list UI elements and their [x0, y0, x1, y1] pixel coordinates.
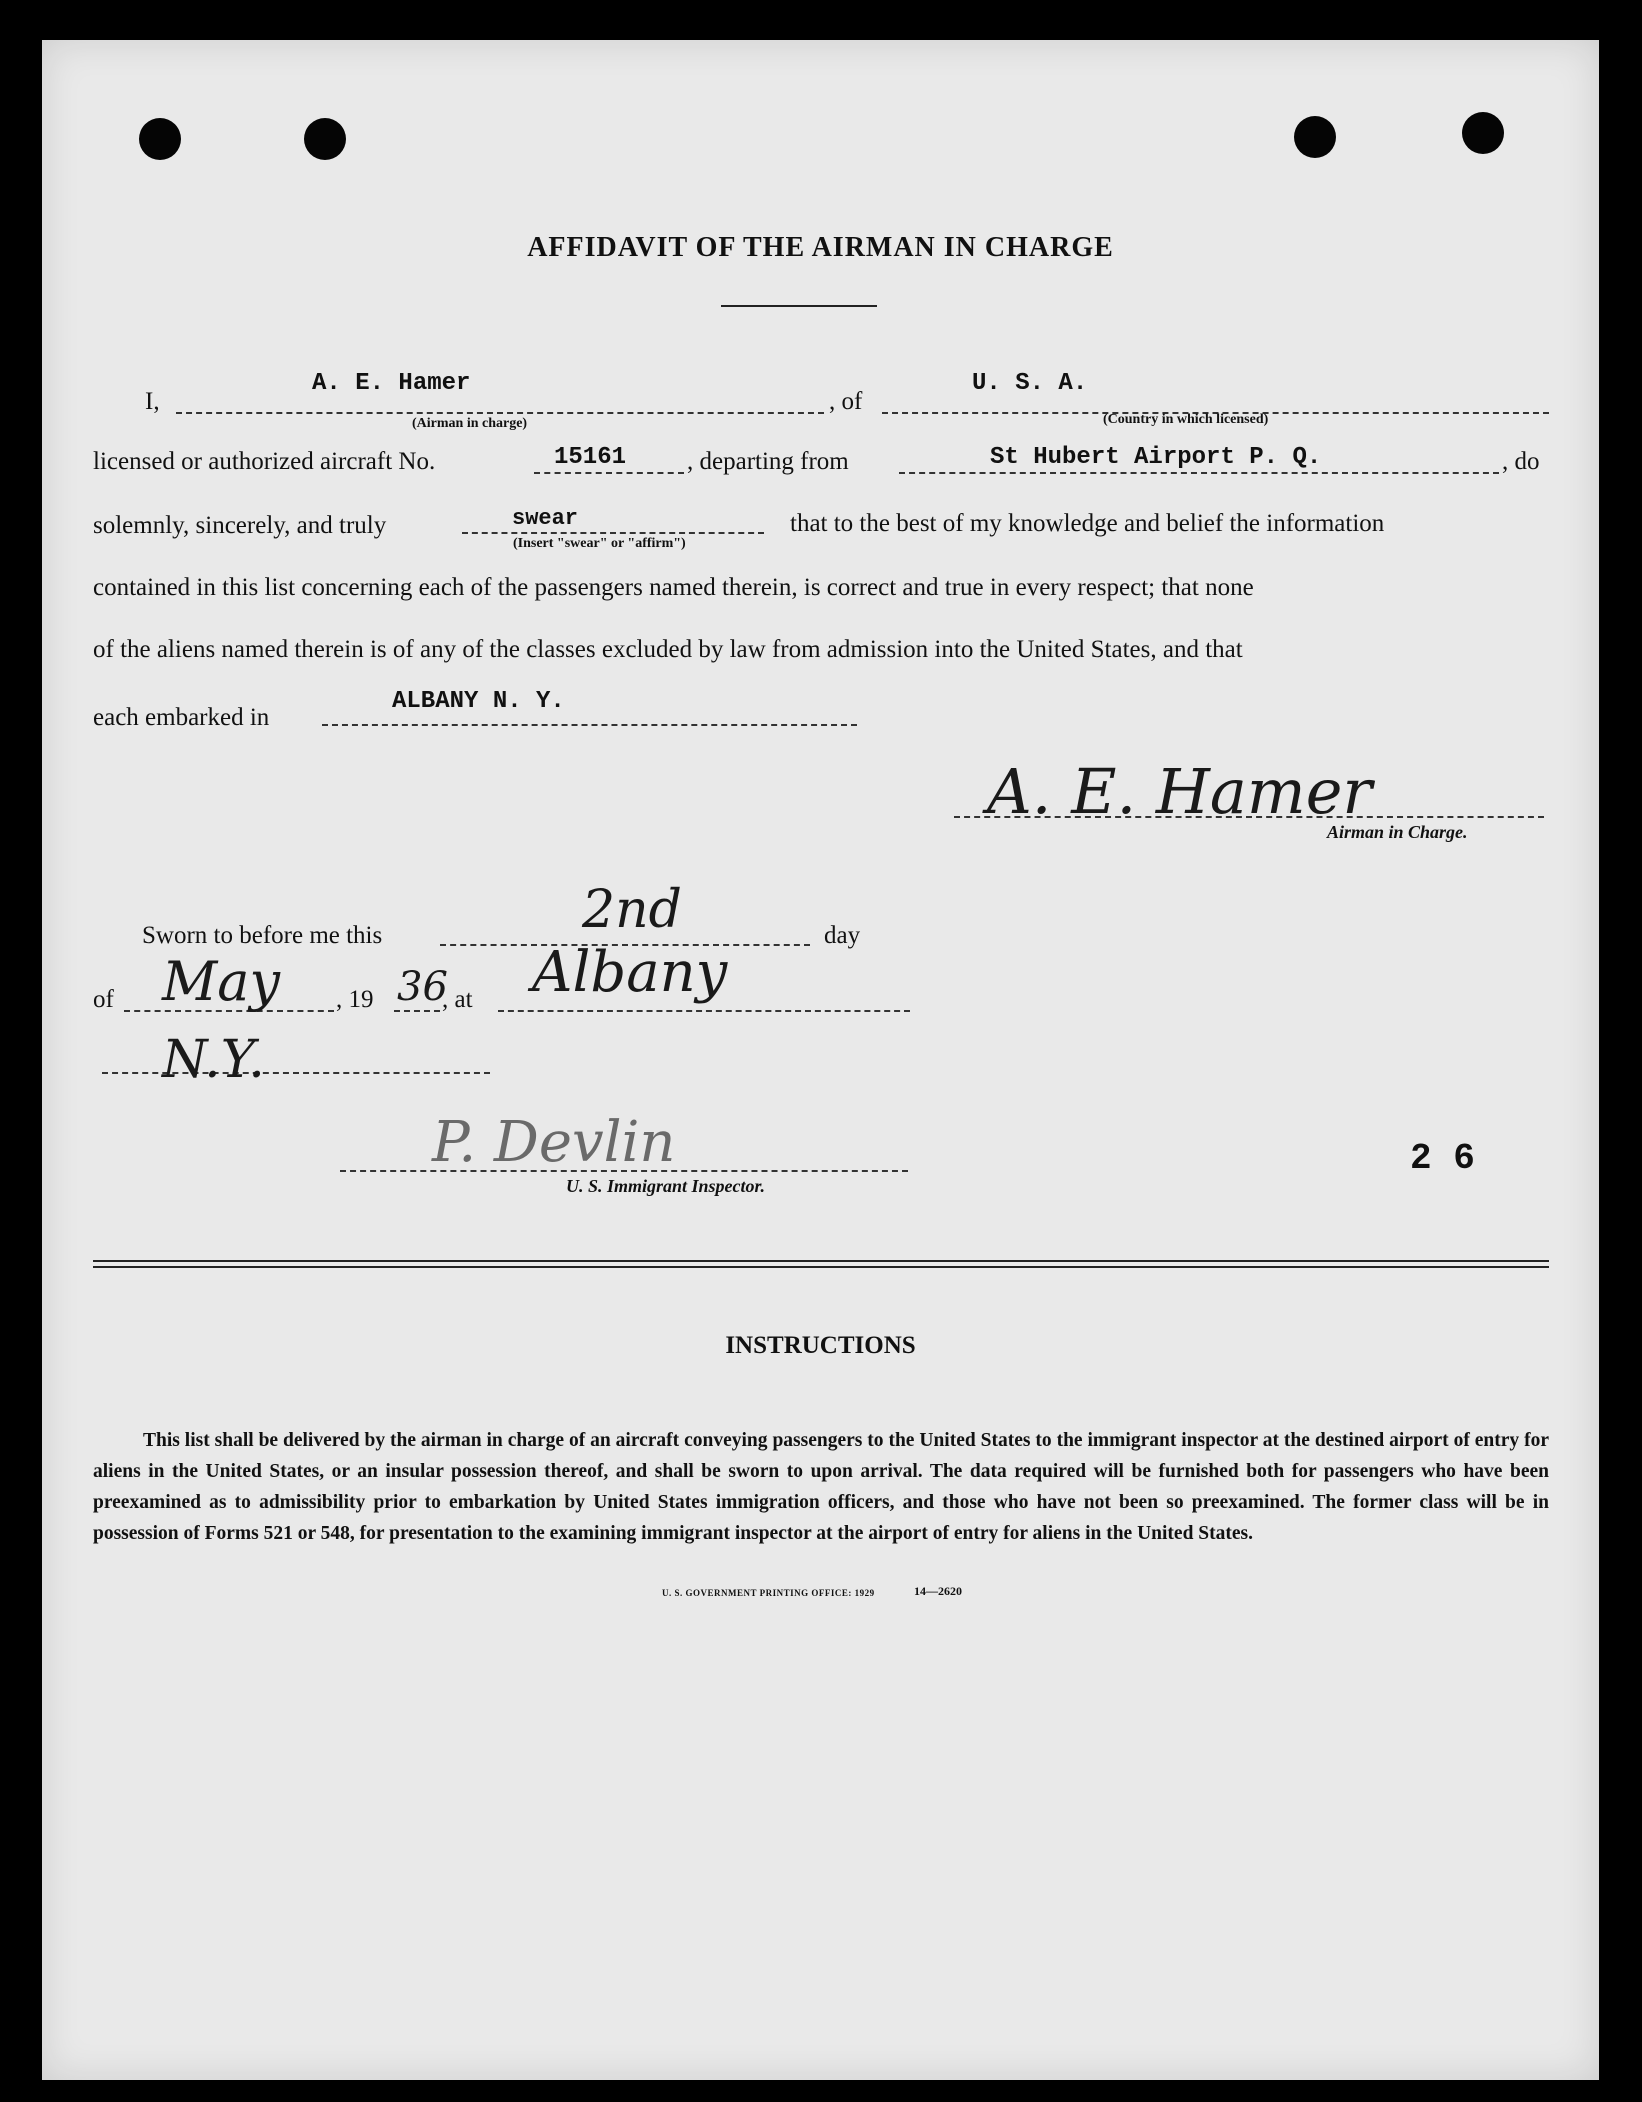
airman-name-field: A. E. Hamer: [312, 370, 471, 397]
punch-hole-3: [1294, 116, 1336, 158]
departure-field: St Hubert Airport P. Q.: [990, 444, 1322, 471]
punch-hole-1: [139, 118, 181, 160]
aircraft-no-field: 15161: [554, 444, 627, 471]
sworn-of-label: of: [93, 986, 114, 1013]
instructions-title: INSTRUCTIONS: [725, 1332, 916, 1359]
oath-field: swear: [512, 506, 579, 531]
sworn-at-label: , at: [442, 986, 473, 1013]
line6-prefix: each embarked in: [93, 704, 270, 731]
sworn-day-field: 2nd: [582, 880, 682, 940]
departing-label: , departing from: [687, 448, 849, 475]
country-caption: (Country in which licensed): [1103, 412, 1269, 427]
sworn-place-field: Albany: [532, 940, 728, 1005]
sworn-place-line2: [102, 1072, 490, 1074]
inspector-signature-line: [340, 1170, 908, 1172]
sworn-year-line: [394, 1010, 440, 1012]
line5-text: of the aliens named therein is of any of the classes excluded by law from admission into the United States, and that: [93, 636, 1243, 663]
do-label: , do: [1502, 448, 1540, 475]
embark-line: [322, 724, 857, 726]
punch-hole-4: [1462, 112, 1504, 154]
airman-signature-caption: Airman in Charge.: [1327, 822, 1468, 842]
sworn-year-prefix: , 19: [336, 986, 374, 1013]
document-page: [42, 40, 1599, 2080]
punch-hole-2: [304, 118, 346, 160]
inspector-caption: U. S. Immigrant Inspector.: [566, 1176, 766, 1196]
sworn-year-field: 36: [397, 964, 448, 1010]
airman-signature-line: [954, 816, 1544, 818]
sworn-place-field-2: N.Y.: [162, 1030, 265, 1090]
airman-caption: (Airman in charge): [412, 416, 528, 431]
oath-caption: (Insert "swear" or "affirm"): [513, 536, 686, 551]
title-underline: [721, 305, 877, 307]
sworn-day-label: day: [824, 922, 861, 949]
instructions-text: This list shall be delivered by the airman in charge of an aircraft conveying passengers to the United States to the immigrant inspector at the destined airport of entry for aliens in the United States, or an insular possession thereof, and shall be sworn to upon arrival. The data required will be furnished both for passengers who have been preexamined as to admissibility prior to embarkation by United States immigration officers, and those who have not been so preexamined. The former class will be in possession of Forms 521 or 548, for presentation to the examining immigrant inspector at the airport of entry for aliens in the United States.: [93, 1430, 1549, 1544]
divider-rule-bottom: [93, 1266, 1549, 1268]
oath-line: [462, 532, 764, 534]
line3-suffix: that to the best of my knowledge and belief the information: [790, 510, 1385, 537]
line4-text: contained in this list concerning each of the passengers named therein, is correct and true in every respect; that none: [93, 574, 1254, 601]
sworn-place-line: [498, 1010, 910, 1012]
page-number: 2 6: [1410, 1138, 1475, 1179]
inspector-signature: P. Devlin: [432, 1110, 676, 1175]
departure-line: [899, 472, 1499, 474]
aircraft-no-line: [534, 472, 684, 474]
divider-rule-top: [93, 1260, 1549, 1262]
line1-prefix: I,: [145, 388, 160, 415]
of-label: , of: [829, 388, 863, 415]
form-number: 14—2620: [914, 1584, 962, 1598]
line2-prefix: licensed or authorized aircraft No.: [93, 448, 436, 475]
country-field: U. S. A.: [972, 370, 1088, 397]
airman-signature: A. E. Hamer: [987, 755, 1373, 828]
sworn-prefix: Sworn to before me this: [142, 922, 383, 949]
airman-name-line: [176, 412, 824, 414]
page-title: AFFIDAVIT OF THE AIRMAN IN CHARGE: [527, 232, 1114, 263]
embark-field: ALBANY N. Y.: [392, 688, 565, 715]
printer-note: U. S. GOVERNMENT PRINTING OFFICE: 1929: [662, 1588, 875, 1598]
line3-prefix: solemnly, sincerely, and truly: [93, 512, 387, 539]
sworn-month-field: May: [162, 950, 280, 1013]
